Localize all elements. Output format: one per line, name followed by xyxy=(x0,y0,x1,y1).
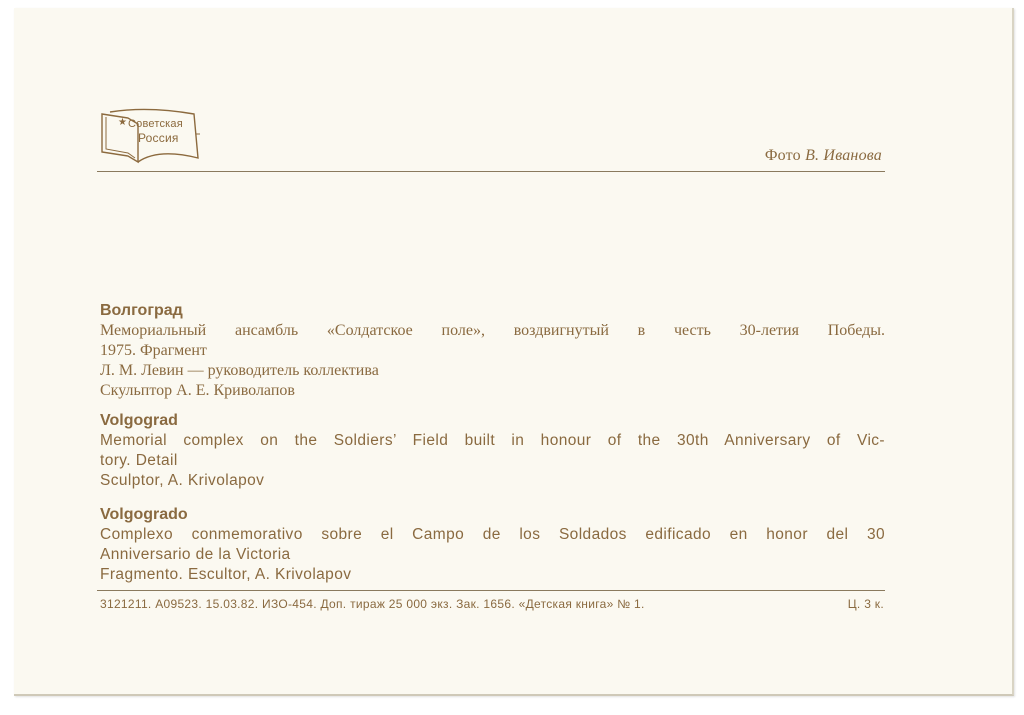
photo-credit xyxy=(765,147,882,165)
caption-en-line3: Sculptor, A. Krivolapov xyxy=(100,472,265,489)
caption-en-line2: tory. Detail xyxy=(100,452,178,469)
print-imprint: 3121211. А09523. 15.03.82. ИЗО-454. Доп. тираж 25 000 экз. Зак. 1656. «Детская книга» № 1. xyxy=(100,597,645,611)
caption-ru-heading: Волгоград xyxy=(100,302,183,319)
caption-english xyxy=(100,411,885,491)
caption-ru-line4: Скульптор А. Е. Криволапов xyxy=(100,382,295,399)
caption-es-line3: Fragmento. Escultor, A. Krivolapov xyxy=(100,566,352,583)
caption-es-line2: Anniversario de la Victoria xyxy=(100,546,291,563)
caption-russian xyxy=(100,301,885,401)
caption-en-line1: Memorial complex on the Soldiers’ Field built in honour of the 30th Anniversary of Vic- xyxy=(100,432,885,449)
caption-es-heading: Volgogrado xyxy=(100,506,188,523)
publisher-logo-line1: Советская xyxy=(128,118,183,130)
price-label: Ц. 3 к. xyxy=(847,597,884,611)
caption-ru-line1: Мемориальный ансамбль «Солдатское поле», воздвигнутый в честь 30-летия Победы. xyxy=(100,322,885,339)
photo-credit-prefix: Фото xyxy=(764,147,801,164)
publisher-logo-line2: Россия xyxy=(138,131,179,145)
top-divider xyxy=(97,171,885,172)
caption-ru-line3: Л. М. Левин — руководитель коллектива xyxy=(100,362,379,379)
caption-ru-line2: 1975. Фрагмент xyxy=(100,342,207,359)
caption-spanish xyxy=(100,505,885,585)
caption-es-line1: Complexo conmemorativo sobre el Campo de los Soldados edificado en honor del 30 xyxy=(100,526,885,543)
star-icon: ★ xyxy=(118,117,127,128)
photo-credit-name: В. Иванова xyxy=(805,147,882,164)
bottom-divider xyxy=(97,590,885,591)
caption-en-heading: Volgograd xyxy=(100,412,178,429)
